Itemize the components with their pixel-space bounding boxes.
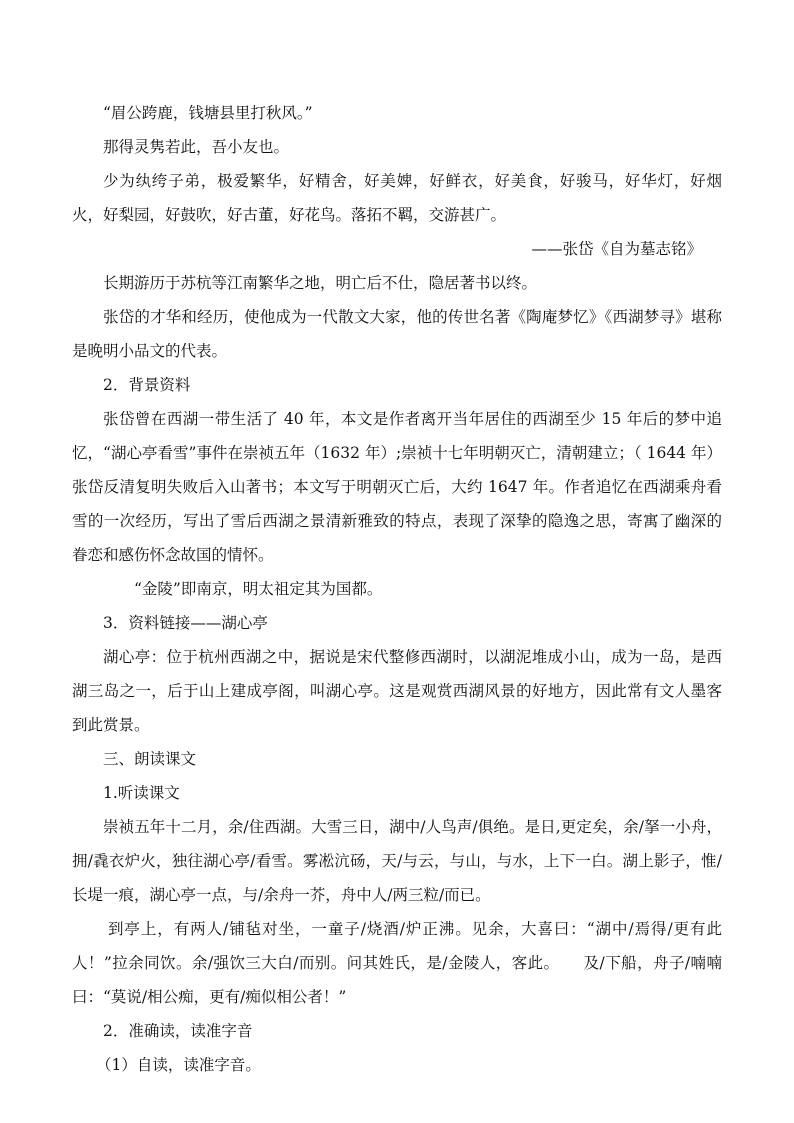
document-body <box>72 96 722 1082</box>
paragraph-travel: 长期游历于苏杭等江南繁华之地，明亡后不仕，隐居著书以终。 <box>103 274 538 292</box>
paragraph-background: 张岱曾在西湖一带生活了 40 年，本文是作者离开当年居住的西湖至少 15 年后的梦中追忆，“湖心亭看雪”事件在崇祯五年（1632 年）;崇祯十七年明朝灭亡，清朝建立；（ 1644 年）张岱反清复明失败后入山著书；本文写于明朝灭亡后，大约 1647 年。作者追忆在西湖乘舟看雪的一次经历，写出了雪后西湖之景清新雅致的特点，表现了深挚的隐逸之思，寄寓了幽深的眷恋和感伤怀念故国的情怀。 <box>72 410 722 564</box>
item-self-read: （1）自读，读准字音。 <box>96 1056 261 1074</box>
quote-meigong: “眉公跨鹿，钱塘县里打秋风。” <box>103 104 313 122</box>
paragraph-youth: 少为纨绔子弟，极爱繁华，好精舍，好美婢，好鲜衣，好美食，好骏马，好华灯，好烟火，好梨园，好鼓吹，好古董，好花鸟。落拓不羁，交游甚广。 <box>72 172 722 224</box>
paragraph-text-part1: 崇祯五年十二月，余/住西湖。大雪三日，湖中/人鸟声/俱绝。是日,更定矣，余/拏一小舟，拥/毳衣炉火，独往湖心亭/看雪。雾凇沆砀，天/与云，与山，与水，上下一白。湖上影子，惟/长堤一痕，湖心亭一点，与/余舟一芥，舟中人/两三粒/而已。 <box>72 818 722 904</box>
note-jinling: “金陵”即南京，明太祖定其为国都。 <box>134 580 383 598</box>
heading-resource-link: 3．资料链接——湖心亭 <box>103 614 268 632</box>
heading-background: 2．背景资料 <box>103 376 191 394</box>
quote-lingjun: 那得灵隽若此，吾小友也。 <box>103 138 290 156</box>
paragraph-works: 张岱的才华和经历，使他成为一代散文大家，他的传世名著《陶庵梦忆》《西湖梦寻》堪称是晚明小品文的代表。 <box>72 308 722 360</box>
paragraph-text-part2: 到亭上，有两人/铺毡对坐，一童子/烧酒/炉正沸。见余，大喜曰：“湖中/焉得/更有此人！”拉余同饮。余/强饮三大白/而别。问其姓氏，是/金陵人，客此。 及/下船，舟子/喃喃曰：“莫说/相公痴，更有/痴似相公者！” <box>72 920 722 1006</box>
heading-read-aloud: 三、朗读课文 <box>103 750 197 768</box>
citation-epitaph: ——张岱《自为墓志铭》 <box>531 240 702 258</box>
heading-listen-read: 1.听读课文 <box>103 784 180 802</box>
heading-pronunciation: 2．准确读，读准字音 <box>103 1022 253 1040</box>
paragraph-huxinting: 湖心亭：位于杭州西湖之中，据说是宋代整修西湖时，以湖泥堆成小山，成为一岛，是西湖三岛之一，后于山上建成亭阁，叫湖心亭。这是观赏西湖风景的好地方，因此常有文人墨客到此赏景。 <box>72 648 722 734</box>
